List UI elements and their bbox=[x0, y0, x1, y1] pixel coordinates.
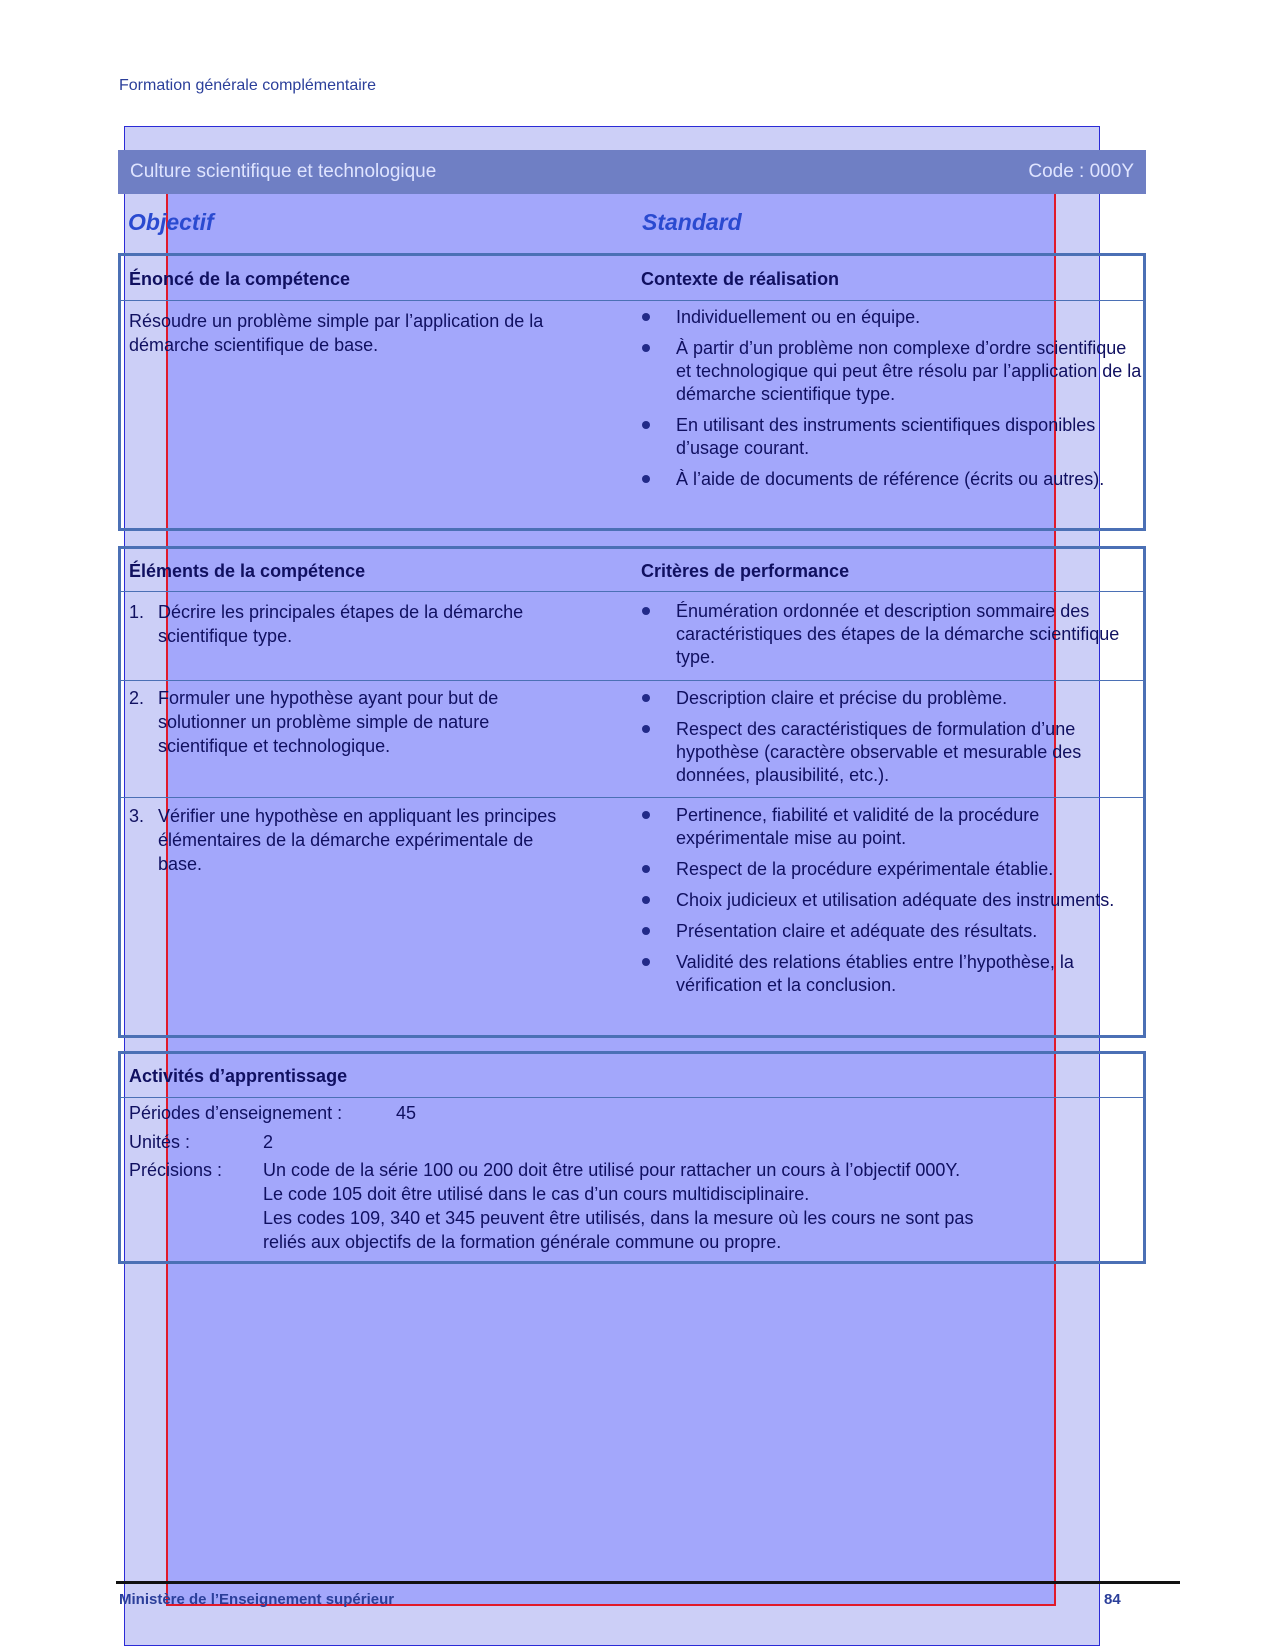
standard-heading: Standard bbox=[642, 209, 742, 235]
bullet-icon bbox=[642, 725, 650, 733]
periodes-value: 45 bbox=[396, 1103, 417, 1123]
bullet-icon bbox=[642, 313, 650, 321]
element-number: 3. bbox=[129, 806, 145, 826]
list-item: Individuellement ou en équipe. bbox=[642, 306, 1142, 329]
criteres-list bbox=[642, 600, 1142, 677]
list-item: Énumération ordonnée et description sommaire des caractéristiques des étapes de la démarche scientifique type. bbox=[642, 600, 1142, 669]
bullet-icon bbox=[642, 607, 650, 615]
list-item: En utilisant des instruments scientifiques disponibles d’usage courant. bbox=[642, 414, 1142, 460]
footer-rule bbox=[116, 1581, 1180, 1584]
bullet-icon bbox=[642, 694, 650, 702]
bullet-icon bbox=[642, 344, 650, 352]
list-item: Pertinence, fiabilité et validité de la procédure expérimentale mise au point. bbox=[642, 804, 1142, 850]
enonce-heading: Énoncé de la compétence bbox=[129, 269, 351, 289]
bullet-icon bbox=[642, 421, 650, 429]
running-header: Formation générale complémentaire bbox=[119, 77, 377, 94]
activites-heading: Activités d’apprentissage bbox=[129, 1066, 348, 1086]
list-item: Validité des relations établies entre l’hypothèse, la vérification et la conclusion. bbox=[642, 951, 1142, 997]
course-title: Culture scientifique et technologique bbox=[130, 161, 437, 182]
footer-ministry: Ministère de l’Enseignement supérieur bbox=[119, 1591, 395, 1608]
bullet-icon bbox=[642, 896, 650, 904]
element-text: Décrire les principales étapes de la démarche scientifique type. bbox=[158, 602, 524, 646]
bullet-icon bbox=[642, 811, 650, 819]
divider bbox=[118, 591, 1146, 592]
element-number: 1. bbox=[129, 602, 145, 622]
list-item: Présentation claire et adéquate des résultats. bbox=[642, 920, 1142, 943]
page-number: 84 bbox=[1104, 1591, 1121, 1608]
list-item: Respect de la procédure expérimentale établie. bbox=[642, 858, 1142, 881]
unites-value: 2 bbox=[263, 1132, 274, 1152]
precisions-label: Précisions : bbox=[129, 1160, 223, 1180]
divider bbox=[118, 300, 1146, 301]
unites-label: Unités : bbox=[129, 1132, 191, 1152]
precisions-text: Un code de la série 100 ou 200 doit être utilisé pour rattacher un cours à l’objectif 000Y. Le code 105 doit être utilisé dans le cas d’un cours multidisciplinaire. Les codes 109, 340 et 345 peuvent être utilisés, dans la mesure où les cours ne sont pas reliés aux objectifs de la formation générale commune ou propre. bbox=[263, 1160, 974, 1252]
element-text: Vérifier une hypothèse en appliquant les principes élémentaires de la démarche expérimentale de base. bbox=[158, 806, 557, 874]
bullet-icon bbox=[642, 865, 650, 873]
criteres-heading: Critères de performance bbox=[641, 561, 850, 581]
bullet-icon bbox=[642, 475, 650, 483]
divider bbox=[118, 797, 1146, 798]
bullet-icon bbox=[642, 927, 650, 935]
list-item: À l’aide de documents de référence (écrits ou autres). bbox=[642, 468, 1142, 491]
periodes-label: Périodes d’enseignement : bbox=[129, 1103, 343, 1123]
elements-heading: Éléments de la compétence bbox=[129, 561, 366, 581]
divider bbox=[118, 1097, 1146, 1098]
element-text: Formuler une hypothèse ayant pour but de solutionner un problème simple de nature scientifique et technologique. bbox=[158, 688, 499, 756]
element-number: 2. bbox=[129, 688, 145, 708]
course-code: Code : 000Y bbox=[1028, 161, 1134, 182]
bullet-icon bbox=[642, 958, 650, 966]
contexte-list bbox=[642, 306, 1142, 499]
list-item: À partir d’un problème non complexe d’ordre scientifique et technologique qui peut être résolu par l’application de la démarche scientifique type. bbox=[642, 337, 1142, 406]
list-item: Choix judicieux et utilisation adéquate des instruments. bbox=[642, 889, 1142, 912]
list-item: Description claire et précise du problème. bbox=[642, 687, 1142, 710]
objectif-heading: Objectif bbox=[128, 209, 214, 235]
title-bar bbox=[118, 150, 1146, 194]
divider bbox=[118, 680, 1146, 681]
contexte-heading: Contexte de réalisation bbox=[641, 269, 840, 289]
criteres-list bbox=[642, 687, 1142, 795]
enonce-text: Résoudre un problème simple par l’application de la démarche scientifique de base. bbox=[129, 311, 544, 355]
list-item: Respect des caractéristiques de formulation d’une hypothèse (caractère observable et mesurable des données, plausibilité, etc.). bbox=[642, 718, 1142, 787]
criteres-list bbox=[642, 804, 1142, 1005]
